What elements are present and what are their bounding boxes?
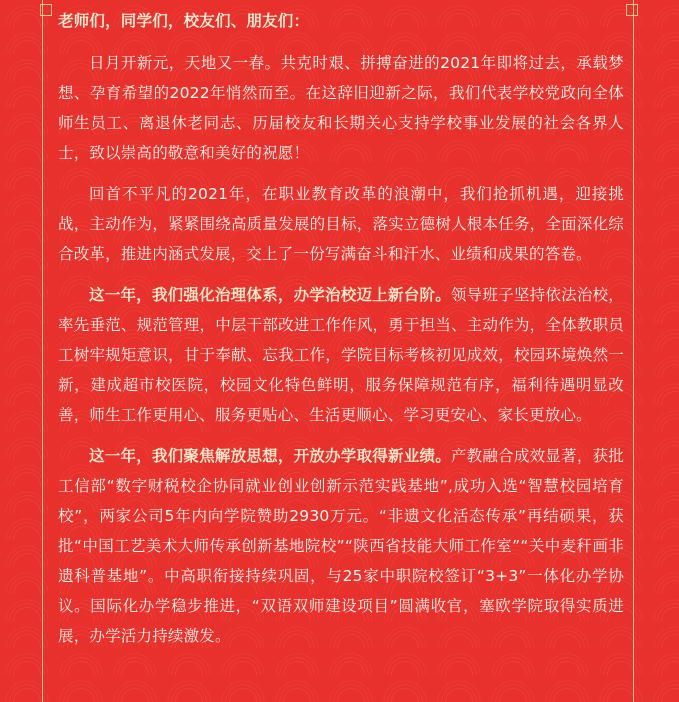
paragraph-text: 产教融合成效显著，获批工信部“数字财税校企协同就业创业创新示范实践基地”,成功入选“智慧校园培育校”，两家公司5年内向学院赞助2930万元。“非遗文化活态传承”再结硕果，获批“中国工艺美术大师传承创新基地院校”“陕西省技能大师工作室”“关中麦秆画非遗科普基地”。中高职衔接持续巩固，与25家中职院校签订“3+3”一体化办学协议。国际化办学稳步推进，“双语双师建设项目”圆满收官，塞欧学院取得实质进展，办学活力持续激发。 — [58, 447, 624, 645]
paragraph-text: 领导班子坚持依法治校，率先垂范、规范管理，中层干部改进工作作风，勇于担当、主动作为，全体教职员工树牢规矩意识，甘于奉献、忘我工作，学院目标考核初见成效，校园环境焕然一新，建成超市校医院，校园文化特色鲜明，服务保障规范有序，福利待遇明显改善，师生工作更用心、服务更贴心、生活更顺心、学习更安心、家长更放心。 — [58, 286, 624, 424]
frame-corner-right — [626, 4, 638, 16]
letter-body — [58, 6, 624, 662]
paragraph-lead: 这一年，我们聚焦解放思想，开放办学取得新业绩。 — [89, 447, 451, 465]
frame-border-right — [633, 0, 634, 702]
paragraph-review — [58, 179, 624, 269]
paragraph-new-year — [58, 48, 624, 168]
paragraph-text: 日月开新元，天地又一春。共克时艰、拼搏奋进的2021年即将过去，承载梦想、孕育希望的2022年悄然而至。在这辞旧迎新之际，我们代表学校党政向全体师生员工、离退休老同志、历届校友和长期关心支持学校事业发展的社会各界人士，致以崇高的敬意和美好的祝愿！ — [58, 54, 624, 162]
frame-corner-left — [40, 4, 52, 16]
paragraph-open-education — [58, 441, 624, 651]
paragraph-text: 回首不平凡的2021年，在职业教育改革的浪潮中，我们抢抓机遇，迎接挑战，主动作为，紧紧围绕高质量发展的目标，落实立德树人根本任务，全面深化综合改革，推进内涵式发展，交上了一份写满奋斗和汗水、业绩和成果的答卷。 — [58, 185, 624, 263]
letter-greeting: 老师们，同学们，校友们、朋友们： — [58, 12, 310, 30]
paragraph-governance — [58, 280, 624, 430]
paragraph-lead: 这一年，我们强化治理体系，办学治校迈上新台阶。 — [89, 286, 451, 304]
frame-border-left — [42, 0, 43, 702]
